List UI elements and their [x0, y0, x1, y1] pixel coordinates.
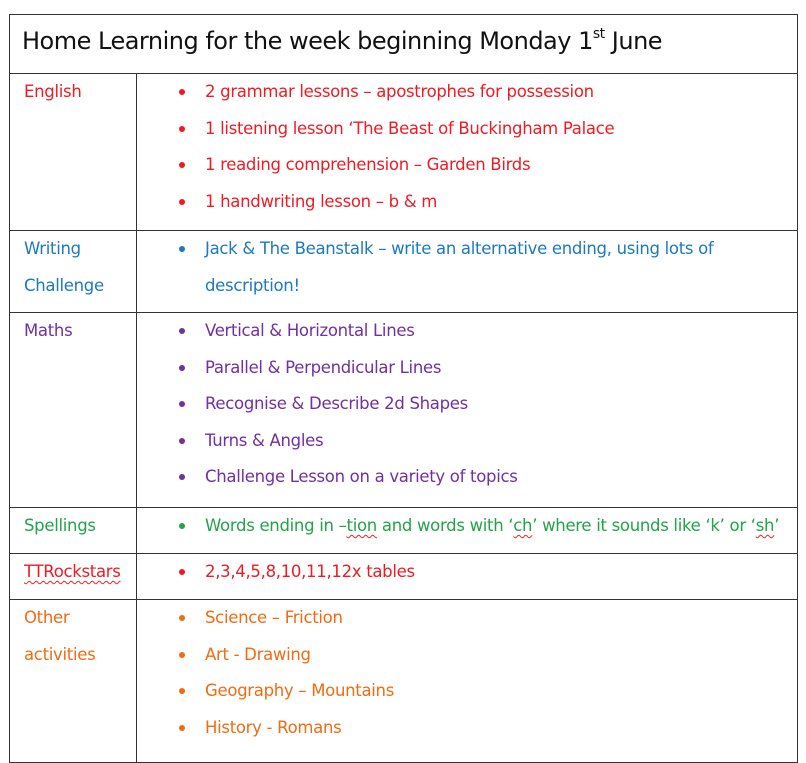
title-superscript: st [592, 26, 605, 42]
bullet-icon [179, 725, 185, 731]
bullet-icon [179, 474, 185, 480]
list-item: Vertical & Horizontal Lines [151, 313, 797, 350]
tasks-spellings [137, 508, 798, 554]
bullet-icon [179, 365, 185, 371]
table-title [10, 15, 798, 74]
bullet-icon [179, 328, 185, 334]
list-item: Recognise & Describe 2d Shapes [151, 386, 797, 423]
list-item: 1 handwriting lesson – b & m [151, 184, 797, 221]
bullet-icon [179, 438, 185, 444]
bullet-icon [179, 162, 185, 168]
tasks-writing-challenge [137, 231, 798, 313]
subject-spellings: Spellings [10, 508, 137, 554]
bullet-icon [179, 569, 185, 575]
table-row [10, 600, 798, 763]
table-row [10, 74, 798, 231]
list-item: Jack & The Beanstalk – write an alternative ending, using lots of description! [151, 231, 797, 304]
list-item: Challenge Lesson on a variety of topics [151, 459, 797, 496]
list-item: History - Romans [151, 710, 797, 747]
bullet-icon [179, 199, 185, 205]
subject-english: English [10, 74, 137, 231]
list-item: 1 reading comprehension – Garden Birds [151, 147, 797, 184]
table-row [10, 508, 798, 554]
tasks-ttrockstars [137, 554, 798, 600]
bullet-icon [179, 89, 185, 95]
bullet-icon [179, 688, 185, 694]
tasks-maths [137, 313, 798, 508]
list-item: Parallel & Perpendicular Lines [151, 350, 797, 387]
list-item: 2 grammar lessons – apostrophes for possession [151, 74, 797, 111]
tasks-other-activities [137, 600, 798, 763]
list-item: Turns & Angles [151, 423, 797, 460]
bullet-icon [179, 246, 185, 252]
bullet-icon [179, 523, 185, 529]
list-item: Geography – Mountains [151, 673, 797, 710]
bullet-icon [179, 401, 185, 407]
subject-maths: Maths [10, 313, 137, 508]
table-row [10, 554, 798, 600]
subject-other-activities: Other activities [10, 600, 137, 763]
title-text: Home Learning for the week beginning Monday 1 [22, 27, 593, 55]
bullet-icon [179, 615, 185, 621]
list-item: Words ending in –tion and words with ‘ch’ where it sounds like ‘k’ or ‘sh’ [151, 508, 797, 545]
subject-ttrockstars: TTRockstars [10, 554, 137, 600]
table-row [10, 313, 798, 508]
list-item: 1 listening lesson ‘The Beast of Buckingham Palace [151, 111, 797, 148]
bullet-icon [179, 652, 185, 658]
list-item: 2,3,4,5,8,10,11,12x tables [151, 554, 797, 591]
list-item: Art - Drawing [151, 637, 797, 674]
home-learning-table [9, 14, 798, 763]
subject-writing-challenge: Writing Challenge [10, 231, 137, 313]
tasks-english [137, 74, 798, 231]
table-row [10, 231, 798, 313]
title-text-end: June [604, 27, 663, 55]
list-item: Science – Friction [151, 600, 797, 637]
bullet-icon [179, 126, 185, 132]
